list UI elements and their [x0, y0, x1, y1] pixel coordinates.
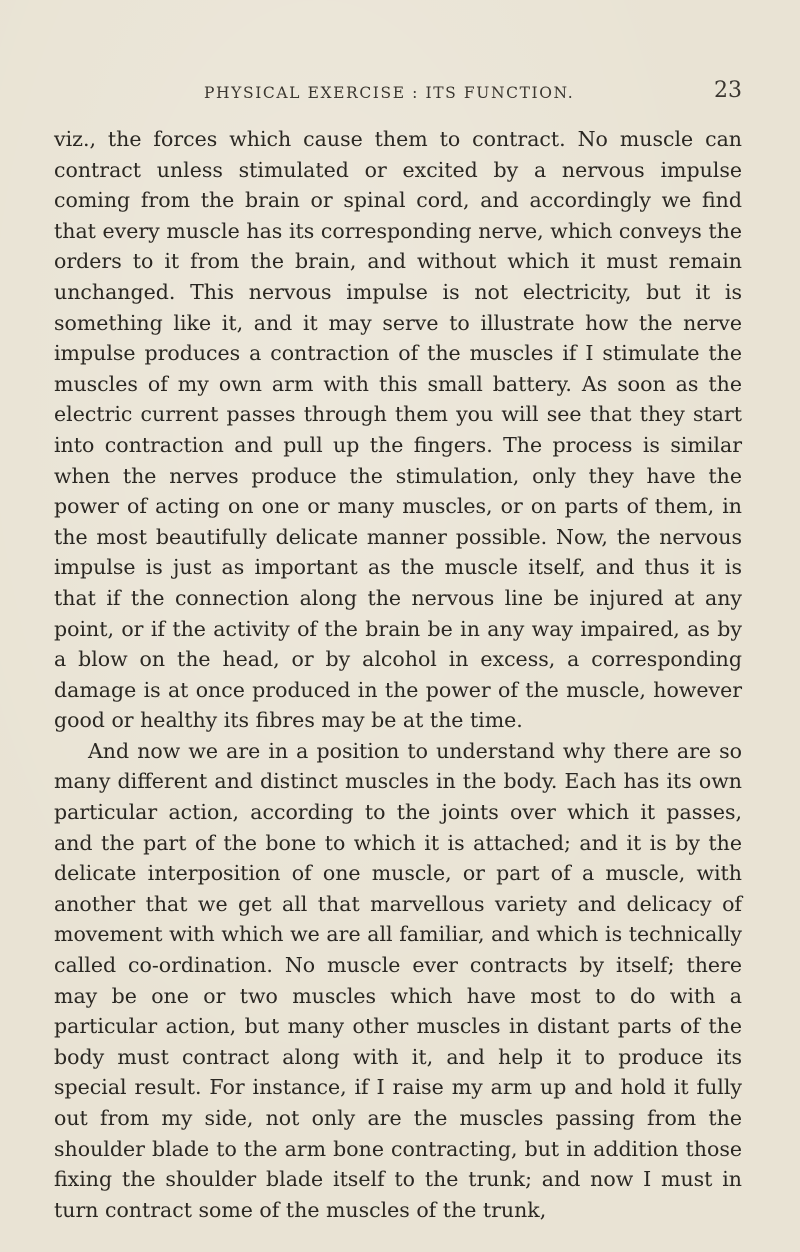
running-title: PHYSICAL EXERCISE : ITS FUNCTION. [204, 84, 575, 102]
running-head [54, 78, 742, 108]
page-number: 23 [714, 78, 742, 103]
body-text [54, 124, 742, 1225]
paragraph-1: viz., the forces which cause them to contract. No muscle can contract unless stimulated or excited by a nervous impulse coming from the brain or spinal cord, and accordingly we find that every muscle has its corresponding nerve, which conveys the orders to it from the brain, and without which it must remain unchanged. This nervous impulse is not electricity, but it is something like it, and it may serve to illustrate how the nerve impulse produces a contraction of the muscles if I stimulate the muscles of my own arm with this small battery. As soon as the electric current passes through them you will see that they start into contraction and pull up the fingers. The process is similar when the nerves produce the stimulation, only they have the power of acting on one or many muscles, or on parts of them, in the most beautifully delicate manner possible. Now, the nervous impulse is just as important as the muscle itself, and thus it is that if the connection along the nervous line be injured at any point, or if the activity of the brain be in any way impaired, as by a blow on the head, or by alcohol in excess, a corresponding damage is at once produced in the power of the muscle, however good or healthy its fibres may be at the time. [54, 127, 742, 733]
paragraph-2: And now we are in a position to understand why there are so many different and distinct muscles in the body. Each has its own particular action, according to the joints over which it passes, and the part of the bone to which it is attached; and it is by the delicate interposition of one muscle, or part of a muscle, with another that we get all that marvellous variety and delicacy of movement with which we are all familiar, and which is technically called co-ordination. No muscle ever contracts by itself; there may be one or two muscles which have most to do with a particular action, but many other muscles in distant parts of the body must contract along with it, and help it to produce its special result. For instance, if I raise my arm up and hold it fully out from my side, not only are the muscles passing from the shoulder blade to the arm bone contracting, but in addition those fixing the shoulder blade itself to the trunk; and now I must in turn contract some of the muscles of the trunk, [54, 738, 742, 1222]
